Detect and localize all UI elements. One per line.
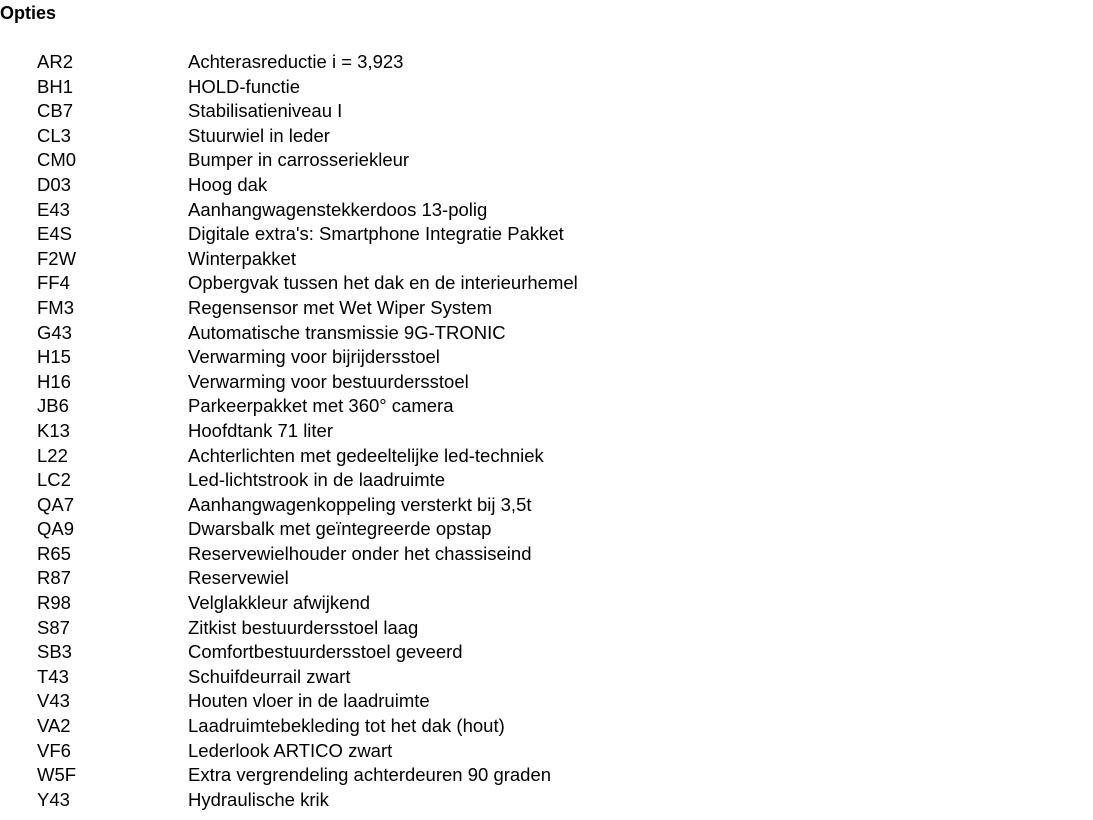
option-code: FM3 (37, 296, 74, 318)
option-code: S87 (37, 616, 70, 638)
option-row (0, 493, 1093, 518)
option-description: Zitkist bestuurdersstoel laag (188, 616, 419, 638)
option-description: Stuurwiel in leder (188, 124, 330, 146)
option-row (0, 591, 1093, 616)
option-row (0, 198, 1093, 223)
option-description: Extra vergrendeling achterdeuren 90 graden (188, 764, 552, 786)
option-code: W5F (37, 764, 77, 786)
option-row (0, 370, 1093, 395)
option-code: H15 (37, 346, 71, 368)
option-code: QA7 (37, 493, 75, 515)
option-description: HOLD-functie (188, 75, 301, 97)
option-description: Achterasreductie i = 3,923 (188, 51, 404, 72)
option-row (0, 616, 1093, 641)
option-description: Stabilisatieniveau I (188, 100, 343, 122)
option-code: FF4 (37, 272, 70, 294)
page-heading: Opties (0, 3, 57, 23)
option-code: BH1 (37, 75, 73, 97)
option-description: Opbergvak tussen het dak en de interieurhemel (188, 272, 578, 294)
option-row (0, 345, 1093, 370)
option-code: SB3 (37, 641, 72, 663)
option-description: Lederlook ARTICO zwart (188, 739, 393, 761)
option-description: Automatische transmissie 9G-TRONIC (188, 321, 506, 343)
option-description: Aanhangwagenkoppeling versterkt bij 3,5t (188, 493, 532, 515)
option-code: K13 (37, 419, 70, 441)
option-code: R87 (37, 567, 71, 589)
option-row (0, 75, 1093, 100)
option-description: Schuifdeurrail zwart (188, 665, 351, 687)
option-code: VF6 (37, 739, 71, 761)
option-row (0, 247, 1093, 272)
option-row (0, 468, 1093, 493)
option-code: E43 (37, 198, 70, 220)
option-code: LC2 (37, 469, 71, 491)
option-row (0, 321, 1093, 346)
option-code: CM0 (37, 149, 77, 171)
option-row (0, 517, 1093, 542)
option-code: H16 (37, 370, 71, 392)
option-row (0, 296, 1093, 321)
option-row (0, 124, 1093, 149)
option-row (0, 739, 1093, 764)
option-description: Verwarming voor bestuurdersstoel (188, 370, 469, 392)
option-description: Hoog dak (188, 173, 268, 195)
option-description: Winterpakket (188, 247, 296, 269)
option-row (0, 763, 1093, 788)
option-row (0, 271, 1093, 296)
option-description: Houten vloer in de laadruimte (188, 690, 430, 712)
option-description: Dwarsbalk met geïntegreerde opstap (188, 518, 492, 540)
option-row (0, 640, 1093, 665)
option-description: Aanhangwagenstekkerdoos 13-polig (188, 198, 488, 220)
option-row (0, 542, 1093, 567)
option-code: L22 (37, 444, 68, 466)
option-code: F2W (37, 247, 77, 269)
option-code: CL3 (37, 124, 71, 146)
option-description: Hoofdtank 71 liter (188, 419, 334, 441)
option-description: Comfortbestuurdersstoel geveerd (188, 641, 463, 663)
option-description: Digitale extra's: Smartphone Integratie Pakket (188, 223, 564, 245)
option-code: QA9 (37, 518, 75, 540)
option-row (0, 444, 1093, 469)
option-row (0, 50, 1093, 75)
option-row (0, 222, 1093, 247)
option-row (0, 394, 1093, 419)
option-code: T43 (37, 665, 69, 687)
option-description: Led-lichtstrook in de laadruimte (188, 469, 446, 491)
option-description: Reservewielhouder onder het chassiseind (188, 542, 532, 564)
options-list (0, 50, 1093, 812)
option-row (0, 689, 1093, 714)
option-code: E4S (37, 223, 72, 245)
option-code: V43 (37, 690, 70, 712)
option-description: Hydraulische krik (188, 788, 329, 810)
option-code: Y43 (37, 788, 70, 810)
option-code: R65 (37, 542, 71, 564)
option-row (0, 99, 1093, 124)
option-code: CB7 (37, 100, 73, 122)
option-description: Achterlichten met gedeeltelijke led-techniek (188, 444, 544, 466)
option-row (0, 665, 1093, 690)
option-description: Regensensor met Wet Wiper System (188, 296, 492, 318)
option-description: Laadruimtebekleding tot het dak (hout) (188, 715, 505, 737)
option-code: AR2 (37, 51, 73, 72)
option-row (0, 788, 1093, 813)
option-code: D03 (37, 173, 71, 195)
option-description: Verwarming voor bijrijdersstoel (188, 346, 440, 368)
option-row (0, 419, 1093, 444)
option-row (0, 566, 1093, 591)
option-row (0, 148, 1093, 173)
option-row (0, 714, 1093, 739)
option-description: Velglakkleur afwijkend (188, 592, 371, 614)
option-code: G43 (37, 321, 72, 343)
option-code: VA2 (37, 715, 71, 737)
option-description: Reservewiel (188, 567, 289, 589)
option-description: Parkeerpakket met 360° camera (188, 395, 454, 417)
option-code: JB6 (37, 395, 69, 417)
option-code: R98 (37, 592, 71, 614)
option-row (0, 173, 1093, 198)
option-description: Bumper in carrosseriekleur (188, 149, 410, 171)
